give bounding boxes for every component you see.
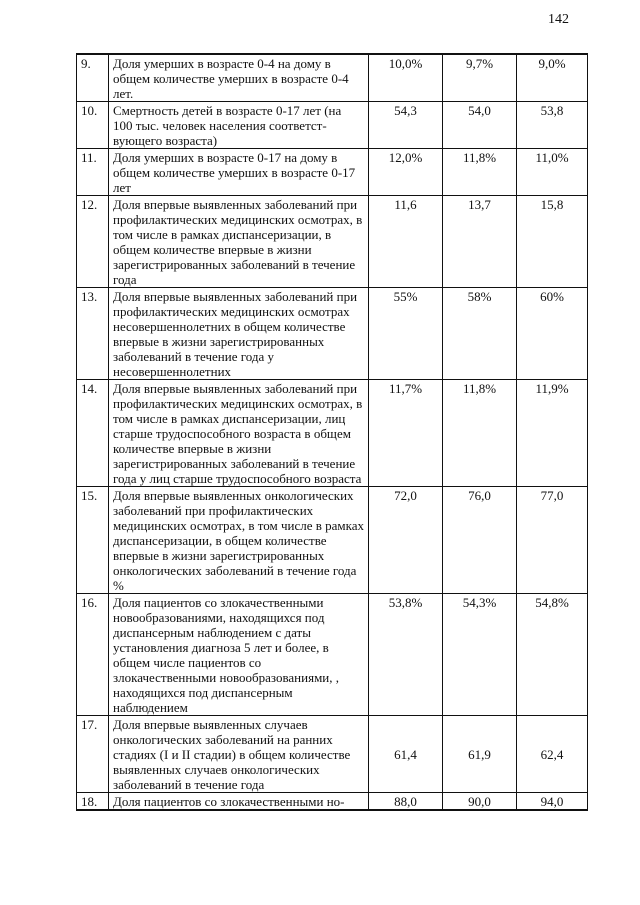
row-value-3: 15,8 <box>517 196 588 288</box>
row-number: 12. <box>77 196 109 288</box>
table-row <box>77 288 588 380</box>
row-value-3: 77,0 <box>517 487 588 594</box>
table-row <box>77 716 588 793</box>
row-number: 9. <box>77 54 109 102</box>
row-description: Доля впервые выявленных случаев онкологических заболеваний на ранних стадиях (I и II стадии) в общем количестве выявленных случаев онкологических заболеваний в течение года <box>109 716 369 793</box>
row-number: 17. <box>77 716 109 793</box>
row-value-3: 9,0% <box>517 54 588 102</box>
table-row <box>77 793 588 811</box>
table-row <box>77 487 588 594</box>
row-value-3: 60% <box>517 288 588 380</box>
row-number: 13. <box>77 288 109 380</box>
row-value-2: 58% <box>443 288 517 380</box>
row-description: Доля пациентов со злокачественными но- <box>109 793 369 811</box>
row-description: Доля впервые выявленных онкологических заболеваний при профилактических медицинских осмотрах, в том числе в рамках диспансеризации, в общем количестве впервые в жизни зарегистрированных онкологических заболеваний в течение года % <box>109 487 369 594</box>
row-value-1: 55% <box>369 288 443 380</box>
row-value-3: 62,4 <box>517 716 588 793</box>
table-row <box>77 149 588 196</box>
row-description: Смертность детей в возрасте 0-17 лет (на 100 тыс. человек населения соответст-вующего возраста) <box>109 102 369 149</box>
row-value-2: 76,0 <box>443 487 517 594</box>
row-number: 11. <box>77 149 109 196</box>
row-value-2: 11,8% <box>443 380 517 487</box>
row-value-3: 54,8% <box>517 594 588 716</box>
row-value-2: 11,8% <box>443 149 517 196</box>
row-value-1: 72,0 <box>369 487 443 594</box>
table-row <box>77 54 588 102</box>
row-value-3: 11,0% <box>517 149 588 196</box>
row-value-3: 94,0 <box>517 793 588 811</box>
row-value-2: 13,7 <box>443 196 517 288</box>
row-description: Доля впервые выявленных заболеваний при профилактических медицинских осмотрах, в том числе в рамках диспансеризации, в общем количестве впервые в жизни зарегистрированных заболеваний в течение года <box>109 196 369 288</box>
row-number: 10. <box>77 102 109 149</box>
row-value-2: 54,3% <box>443 594 517 716</box>
table-row <box>77 380 588 487</box>
row-description: Доля пациентов со злокачественными новообразованиями, находящихся под диспансерным наблюдением с даты установления диагноза 5 лет и более, в общем числе пациентов со злокачественными новообразованиями, , находящихся под диспансерным наблюдением <box>109 594 369 716</box>
row-value-2: 54,0 <box>443 102 517 149</box>
row-number: 18. <box>77 793 109 811</box>
row-value-1: 53,8% <box>369 594 443 716</box>
page-number: 142 <box>548 12 569 27</box>
indicators-table <box>76 53 588 811</box>
table-row <box>77 196 588 288</box>
row-value-1: 54,3 <box>369 102 443 149</box>
row-value-2: 9,7% <box>443 54 517 102</box>
row-number: 16. <box>77 594 109 716</box>
row-description: Доля впервые выявленных заболеваний при профилактических медицинских осмотрах, в том числе в рамках диспансеризации, лиц старше трудоспособного возраста в общем количестве впервые в жизни зарегистрированных заболеваний в течение года у лиц старше трудоспособного возраста <box>109 380 369 487</box>
row-number: 15. <box>77 487 109 594</box>
row-value-1: 12,0% <box>369 149 443 196</box>
row-number: 14. <box>77 380 109 487</box>
row-description: Доля впервые выявленных заболеваний при профилактических медицинских осмотрах несовершеннолетних в общем количестве впервые в жизни зарегистрированных заболеваний в течение года у несовершеннолетних <box>109 288 369 380</box>
table-row <box>77 102 588 149</box>
row-value-3: 53,8 <box>517 102 588 149</box>
row-value-1: 10,0% <box>369 54 443 102</box>
row-value-2: 61,9 <box>443 716 517 793</box>
row-value-2: 90,0 <box>443 793 517 811</box>
table-row <box>77 594 588 716</box>
row-value-1: 11,6 <box>369 196 443 288</box>
row-value-1: 61,4 <box>369 716 443 793</box>
row-value-3: 11,9% <box>517 380 588 487</box>
row-value-1: 11,7% <box>369 380 443 487</box>
row-description: Доля умерших в возрасте 0-4 на дому в общем количестве умерших в возрасте 0-4 лет. <box>109 54 369 102</box>
row-description: Доля умерших в возрасте 0-17 на дому в общем количестве умерших в возрасте 0-17 лет <box>109 149 369 196</box>
row-value-1: 88,0 <box>369 793 443 811</box>
